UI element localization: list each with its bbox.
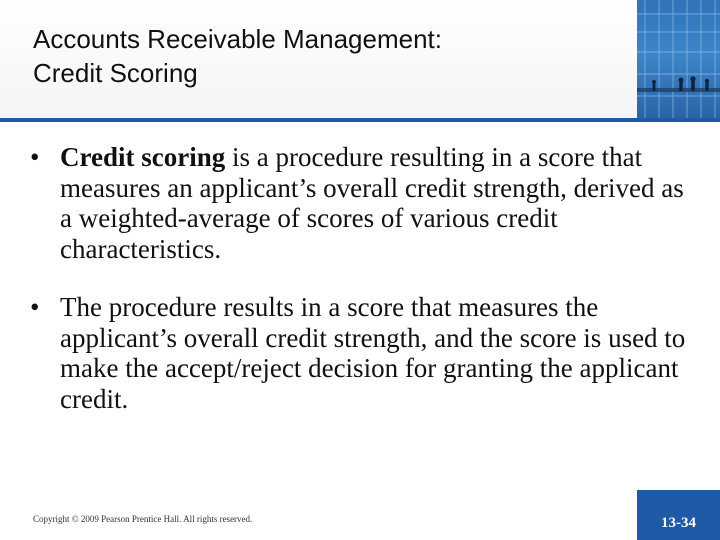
- bullet-2-text: The procedure results in a score that measures the applicant’s overall credit strength, and the score is used to make the accept/reject decision for granting the applicant credit.: [60, 292, 686, 414]
- page-number-badge: [637, 490, 720, 540]
- bullet-1: [30, 142, 690, 264]
- bullet-marker: •: [30, 292, 40, 322]
- title-line-2: Credit Scoring: [33, 58, 198, 88]
- office-building-image: [637, 0, 720, 118]
- bullet-1-term: Credit scoring: [60, 142, 226, 172]
- header-divider: [0, 118, 720, 122]
- page-number: 13-34: [661, 515, 696, 531]
- bullet-1-text: is a procedure resulting in a score that measures an applicant’s overall credit strength, derived as a weighted-average of scores of various credit characteristics.: [60, 142, 684, 264]
- bullet-marker: •: [30, 142, 40, 172]
- slide-header: [0, 0, 720, 120]
- slide-title: [33, 22, 593, 90]
- bullet-2: [30, 292, 690, 414]
- header-photo: [637, 0, 720, 118]
- title-line-1: Accounts Receivable Management:: [33, 24, 443, 54]
- copyright-notice: Copyright © 2009 Pearson Prentice Hall. All rights reserved.: [33, 514, 253, 524]
- slide-body: [30, 142, 690, 442]
